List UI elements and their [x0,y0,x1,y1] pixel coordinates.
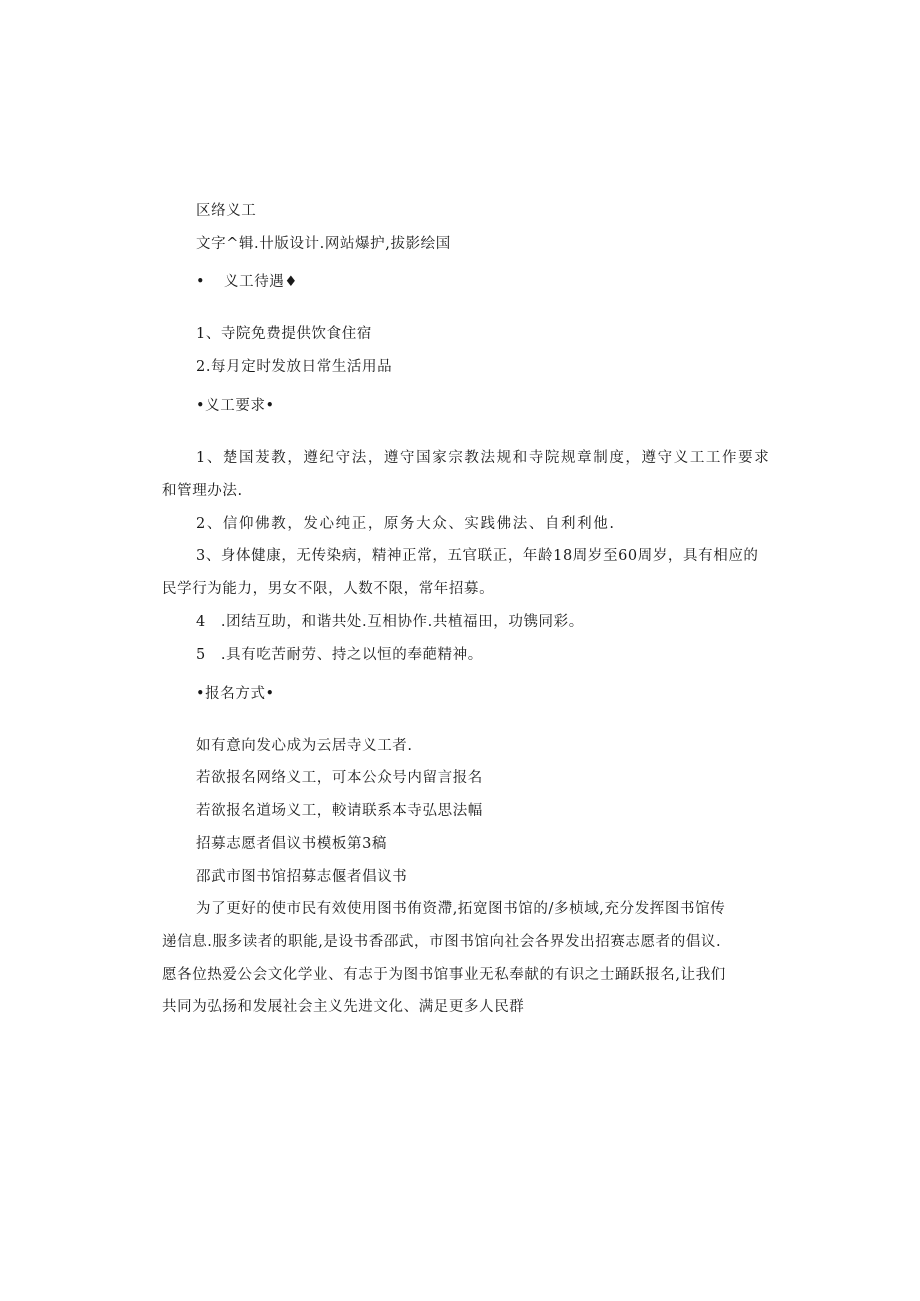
template-3-subtitle: 邵武市图书馆招募志偃者倡议书 [196,869,408,885]
requirement-item-1-line-1: 1、楚国茇教，遵纪守法，遵守国家宗教法规和寺院规章制度，遵守义工工作要求 [196,450,771,466]
benefit-item-1: 1、寺院免费提供饮食住宿 [196,326,372,342]
requirement-item-5: 5 .具有吃苦耐劳、持之以恒的奉葩精神。 [196,647,483,663]
template-3-title: 招募志愿者倡议书模板第3稿 [196,836,388,852]
network-volunteer-title: 区络义工 [196,203,257,219]
bullet-icon: • [196,274,206,290]
signup-venue: 若欲报名道场义工，較请联系本寺弘思法幅 [196,803,483,819]
requirement-item-1-line-2: 和管理办法. [162,483,243,499]
proposal-paragraph-line-3: 愿各位热爱公会文化学业、有志于为图书馆事业无私奉献的有识之士踊跃报名,让我们 [162,967,726,983]
benefit-item-2: 2.每月定时发放日常生活用品 [196,359,393,375]
requirement-item-4: 4 .团结互助，和谐共处.互相协作.共植福田，功镌同彩。 [196,614,584,630]
proposal-paragraph-line-4: 共同为弘扬和发展社会主义先进文化、满足更多人民群 [162,999,525,1015]
benefits-heading-row [196,272,298,292]
benefits-heading: 义工待遇♦ [224,274,298,290]
proposal-paragraph-line-1: 为了更好的使市民有效使用图书侑资滯,拓宽图书馆的/多桢域,充分发挥图书馆传 [196,901,726,917]
signup-network: 若欲报名网络义工，可本公众号内留言报名 [196,770,483,786]
signup-heading: •报名方式• [196,686,275,702]
requirements-heading: •义工要求• [196,398,275,414]
requirement-item-3-line-2: 民学行为能力，男女不限，人数不限，常年招募。 [162,581,495,597]
requirement-item-3-line-1: 3、身体健康，无传染病，精神正常，五官联正，年龄18周岁至60周岁，具有相应的 [196,548,759,564]
requirement-item-2: 2、信仰佛教，发心纯正，原务大众、实践佛法、自利利他. [196,516,616,532]
signup-intro: 如有意向发心成为云居寺义工者. [196,738,413,754]
network-volunteer-tasks: 文字^辑.卄版设计.网站爆护,拔影绘国 [196,236,451,252]
proposal-paragraph-line-2: 递信息.服多读者的职能,是设书香邵武，市图书馆向社会各界发出招赛志愿者的倡议. [162,934,722,950]
